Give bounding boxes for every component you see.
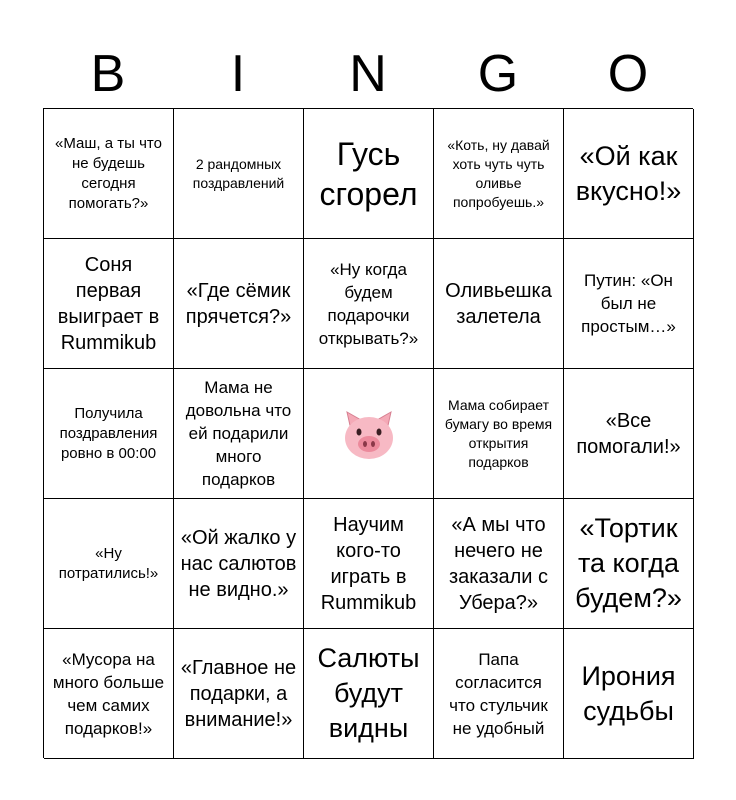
header-letter-o: O — [607, 45, 649, 103]
bingo-cell[interactable]: 2 рандомных поздравлений — [174, 109, 304, 239]
bingo-cell[interactable]: «Тортик та когда будем?» — [564, 499, 694, 629]
bingo-cell[interactable]: Гусь сгорел — [304, 109, 434, 239]
header-letter-i: I — [230, 45, 246, 103]
bingo-cell[interactable]: «Маш, а ты что не будешь сегодня помогать?» — [44, 109, 174, 239]
pig-face-icon — [337, 402, 401, 466]
bingo-cell[interactable]: Мама собирает бумагу во время открытия подарков — [434, 369, 564, 499]
bingo-cell[interactable]: Мама не довольна что ей подарили много подарков — [174, 369, 304, 499]
bingo-cell[interactable]: «Ну потратились!» — [44, 499, 174, 629]
bingo-cell[interactable]: Оливьешка залетела — [434, 239, 564, 369]
bingo-cell[interactable]: «Ой как вкусно!» — [564, 109, 694, 239]
bingo-cell[interactable]: Ирония судьбы — [564, 629, 694, 759]
header-letter-b: B — [90, 45, 126, 103]
bingo-cell[interactable]: Научим кого-то играть в Rummikub — [304, 499, 434, 629]
bingo-cell[interactable]: «Главное не подарки, а внимание!» — [174, 629, 304, 759]
header-letter-g: G — [477, 45, 519, 103]
header-letter-n: N — [349, 45, 387, 103]
bingo-cell[interactable]: «Где сёмик прячется?» — [174, 239, 304, 369]
bingo-cell[interactable]: Папа согласится что стульчик не удобный — [434, 629, 564, 759]
bingo-header — [43, 40, 693, 108]
bingo-grid — [43, 108, 693, 758]
free-cell[interactable] — [304, 369, 434, 499]
bingo-cell[interactable]: Получила поздравления ровно в 00:00 — [44, 369, 174, 499]
bingo-cell[interactable]: Салюты будут видны — [304, 629, 434, 759]
bingo-cell[interactable]: «Коть, ну давай хоть чуть чуть оливье попробуешь.» — [434, 109, 564, 239]
bingo-cell[interactable]: «Все помогали!» — [564, 369, 694, 499]
bingo-cell[interactable]: «А мы что нечего не заказали с Убера?» — [434, 499, 564, 629]
bingo-cell[interactable]: «Мусора на много больше чем самих подарков!» — [44, 629, 174, 759]
bingo-cell[interactable]: «Ну когда будем подарочки открывать?» — [304, 239, 434, 369]
bingo-cell[interactable]: Путин: «Он был не простым…» — [564, 239, 694, 369]
bingo-cell[interactable]: «Ой жалко у нас салютов не видно.» — [174, 499, 304, 629]
bingo-cell[interactable]: Соня первая выиграет в Rummikub — [44, 239, 174, 369]
